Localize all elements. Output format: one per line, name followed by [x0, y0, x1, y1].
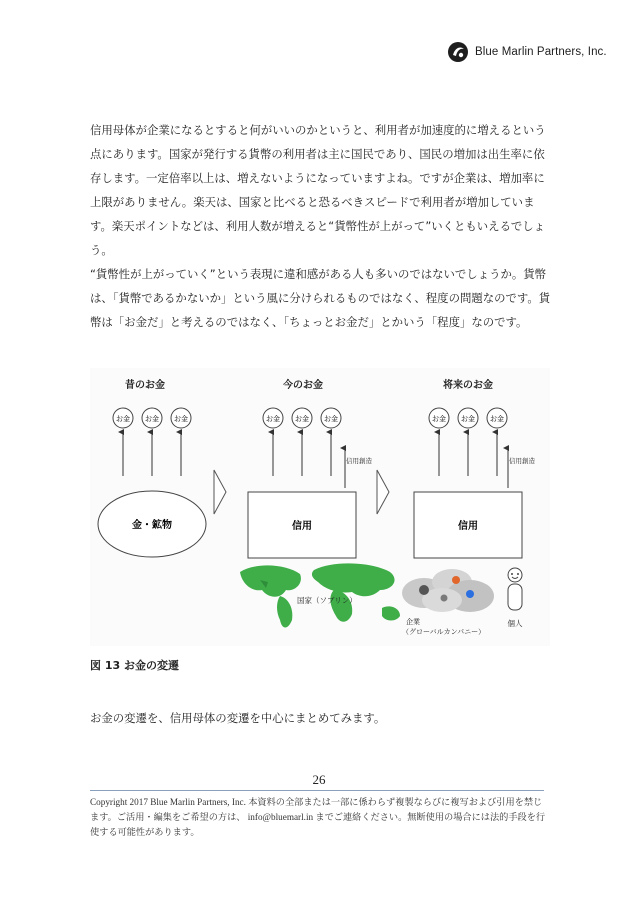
footer-divider: [90, 790, 544, 791]
coin-label: お金: [461, 415, 475, 423]
coin-label: お金: [432, 415, 446, 423]
body-paragraph-1: 信用母体が企業になるとすると何がいいのかというと、利用者が加速度的に増えるという点にあります。国家が発行する貨幣の利用者は主に国民であり、国民の増加は出生率に依存します。一定倍率以上は、増えないようになっていますよね。ですが企業は、増加率に上限がありません。楽天は、国家と比べると恐るべきスピードで利用者が増加しています。楽天ポイントなどは、利用人数が増えると“貨幣性が上がって”いくともいえるでしょう。: [90, 123, 546, 257]
credit-creation-label-future: 信用創造: [509, 457, 535, 465]
coin-label: お金: [324, 415, 338, 423]
nation-label: 国家（ソブリン）: [297, 596, 357, 605]
coin-label: お金: [266, 415, 280, 423]
up-arrows: [123, 432, 508, 488]
coin-label: お金: [174, 415, 188, 423]
logo-text: Blue Marlin Partners, Inc.: [475, 46, 607, 58]
blue-marlin-logo-icon: [447, 41, 469, 63]
company-cloud-cluster: [402, 569, 494, 612]
money-transition-figure: [90, 368, 550, 646]
page-number: 26: [312, 772, 326, 787]
credit-box-now-label: 信用: [292, 521, 312, 532]
transition-arrow-2: [377, 470, 389, 514]
col-future-title: 将来のお金: [443, 380, 493, 391]
body-paragraph-2: “貨幣性が上がっていく”という表現に違和感がある人も多いのではないでしょうか。貨幣は、「貨幣であるかないか」という風に分けられるものではなく、程度の問題なのです。貨幣は「お金だ」と考えるのではなく、「ちょっとお金だ」とかいう「程度」なのです。: [90, 267, 551, 329]
figure-caption: 図 13 お金の変遷: [90, 659, 179, 672]
col-past-title: 昔のお金: [125, 380, 165, 391]
body-paragraph-3: お金の変遷を、信用母体の変遷を中心にまとめてみます。: [90, 711, 386, 725]
coin-group-future: [429, 408, 507, 428]
coin-label: お金: [116, 415, 130, 423]
coin-group-now: [263, 408, 341, 428]
company-logo: [447, 41, 607, 63]
credit-creation-label-now: 信用創造: [346, 457, 372, 465]
gold-mineral-label: 金・鉱物: [132, 520, 172, 531]
coin-label: お金: [490, 415, 504, 423]
company-label-2: （グローバルカンパニー）: [402, 628, 486, 636]
copyright-notice: Copyright 2017 Blue Marlin Partners, Inc. 本資料の全部または一部に係わらず複製ならびに複写および引用を禁じます。ご活用・編集をご希望の方は、 info@bluemarl.in までご連絡ください。無断使用の場合には法的手段を行使する可能性があります。: [90, 797, 546, 837]
coin-group-past: [113, 408, 191, 428]
coin-label: お金: [145, 415, 159, 423]
money-transition-diagram: [90, 368, 550, 646]
coin-label: お金: [295, 415, 309, 423]
col-now-title: 今のお金: [283, 380, 323, 391]
credit-box-future-label: 信用: [458, 521, 478, 532]
individual-person-icon: [508, 568, 522, 610]
company-label-1: 企業: [406, 618, 420, 626]
individual-label: 個人: [507, 619, 523, 628]
transition-arrow-1: [214, 470, 226, 514]
